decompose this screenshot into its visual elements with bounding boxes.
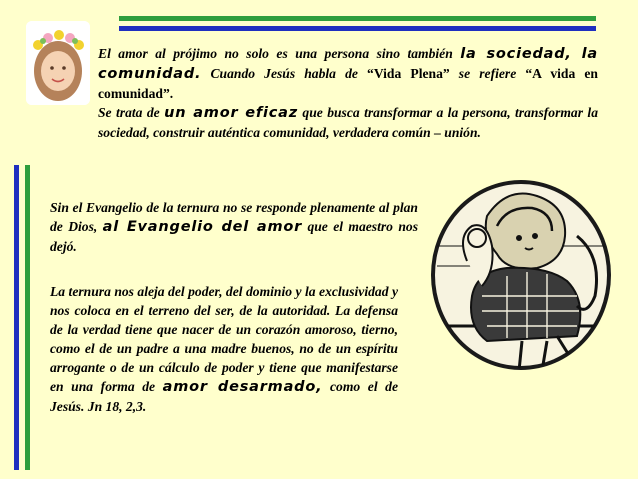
left-blue-bar: [14, 165, 19, 470]
girl-hugging-doll-sketch: [427, 176, 615, 374]
top-green-bar: [119, 16, 596, 21]
text-segment: que busca transformar a la persona, transformar la sociedad, construir auténtica comunidad, verdadera común – unión.: [98, 105, 598, 140]
text-segment: se refiere: [449, 66, 526, 81]
text-segment: Cuando Jesús habla de: [201, 66, 368, 81]
quote-vida-plena: “Vida Plena”: [367, 66, 450, 81]
quote-vida-en-comunidad: “A vida en comunidad”.: [98, 66, 598, 101]
emphasis-amor-desarmado: amor desarmado,: [162, 379, 323, 395]
text-segment: El amor al prójimo no solo es una persona sino también: [98, 46, 461, 61]
text-segment: Se trata de: [98, 105, 165, 120]
girl-with-flower-crown-photo: [26, 21, 90, 105]
left-green-bar: [25, 165, 30, 470]
emphasis-evangelio-amor: al Evangelio del amor: [102, 219, 303, 235]
emphasis-sociedad-comunidad: la sociedad, la comunidad.: [98, 46, 598, 82]
emphasis-amor-eficaz: un amor eficaz: [164, 105, 298, 121]
text-segment: como el de Jesús. Jn 18, 2,3.: [50, 379, 399, 414]
text-segment: que el maestro nos dejó.: [50, 219, 418, 254]
text-segment: La ternura nos aleja del poder, del dominio y la exclusividad y nos coloca en el terreno del ser, de la autoridad. La defensa de la verdad tiene que nacer de un corazón amoroso, tierno, como el de un padre a una madre buenos, no de un espíritu arrogante o de un cálculo de poder y tiene que manifestarse en una forma de: [50, 284, 398, 394]
top-blue-bar: [119, 26, 596, 31]
paragraph-ternura-poder: [50, 282, 398, 416]
paragraph-evangelio-ternura: [50, 198, 418, 256]
paragraph-amor-projimo: [98, 44, 598, 142]
text-segment: Sin el Evangelio de la ternura no se responde plenamente al plan de Dios,: [50, 200, 418, 234]
